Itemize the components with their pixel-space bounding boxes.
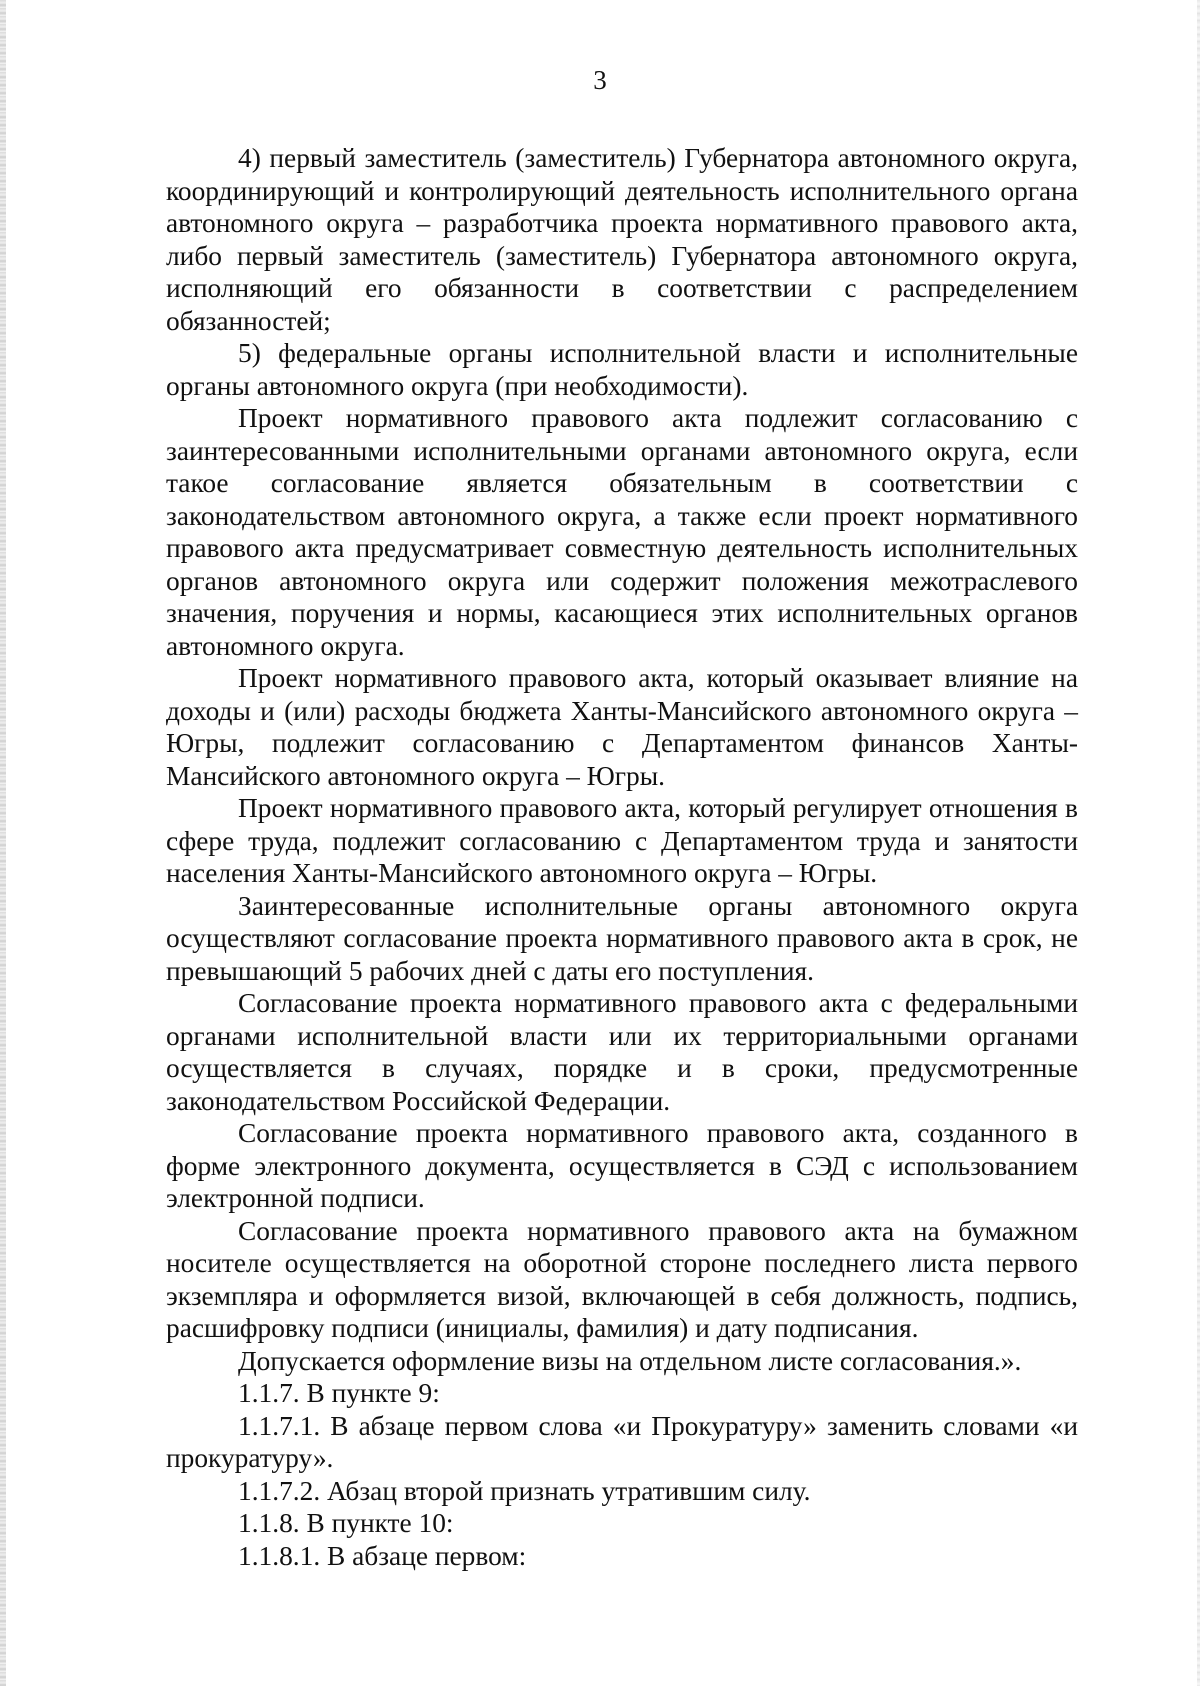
document-body	[166, 142, 1078, 1572]
paragraph-1-1-8-1: 1.1.8.1. В абзаце первом:	[238, 1540, 527, 1571]
paragraph-item-4: 4) первый заместитель (заместитель) Губернатора автономного округа, координирующий и контролирующий деятельность исполнительного органа автономного округа – разработчика проекта нормативного правового акта, либо первый заместитель (заместитель) Губернатора автономного округа, исполняющий его обязанности в соответствии с распределением обязанностей;	[166, 143, 1078, 336]
paragraph-separate-sheet: Допускается оформление визы на отдельном листе согласования.».	[238, 1345, 1022, 1376]
page-number: 3	[593, 65, 607, 95]
paragraph-1-1-7-2: 1.1.7.2. Абзац второй признать утратившим силу.	[238, 1475, 811, 1506]
paragraph-1-1-8: 1.1.8. В пункте 10:	[238, 1508, 454, 1538]
paragraph-interested-organs: Проект нормативного правового акта подлежит согласованию с заинтересованными исполнительными органами автономного округа, если такое согласование является обязательным в соответствии с законодательством автономного округа, а также если проект нормативного правового акта предусматривает совместную деятельность исполнительных органов автономного округа или содержит положения межотраслевого значения, поручения и нормы, касающиеся этих исполнительных органов автономного округа.	[166, 403, 1078, 661]
paragraph-approval-term: Заинтересованные исполнительные органы автономного округа осуществляют согласование проекта нормативного правового акта в срок, не превышающий 5 рабочих дней с даты его поступления.	[166, 890, 1078, 986]
paragraph-paper-approval: Согласование проекта нормативного правового акта на бумажном носителе осуществляется на оборотной стороне последнего листа первого экземпляра и оформляется визой, включающей в себя должность, подпись, расшифровку подписи (инициалы, фамилия) и дату подписания.	[166, 1215, 1078, 1343]
paragraph-federal-approval: Согласование проекта нормативного правового акта с федеральными органами исполнительной власти или их территориальными органами осуществляется в случаях, порядке и в сроки, предусмотренные законодательством Российской Федерации.	[166, 988, 1078, 1116]
paragraph-budget-influence: Проект нормативного правового акта, который оказывает влияние на доходы и (или) расходы бюджета Ханты-Мансийского автономного округа – Югры, подлежит согласованию с Департаментом финансов Ханты-Мансийского автономного округа – Югры.	[166, 663, 1078, 791]
paragraph-labor-relations: Проект нормативного правового акта, который регулирует отношения в сфере труда, подлежит согласованию с Департаментом труда и занятости населения Ханты-Мансийского автономного округа – Югры.	[166, 793, 1078, 888]
scan-edge-left	[0, 0, 6, 1686]
paragraph-1-1-7-1: 1.1.7.1. В абзаце первом слова «и Прокуратуру» заменить словами «и прокуратуру».	[166, 1410, 1078, 1473]
paragraph-item-5: 5) федеральные органы исполнительной власти и исполнительные органы автономного округа (при необходимости).	[166, 338, 1078, 401]
paragraph-electronic-approval: Согласование проекта нормативного правового акта, созданного в форме электронного документа, осуществляется в СЭД с использованием электронной подписи.	[166, 1118, 1078, 1213]
paragraph-1-1-7: 1.1.7. В пункте 9:	[238, 1378, 440, 1408]
